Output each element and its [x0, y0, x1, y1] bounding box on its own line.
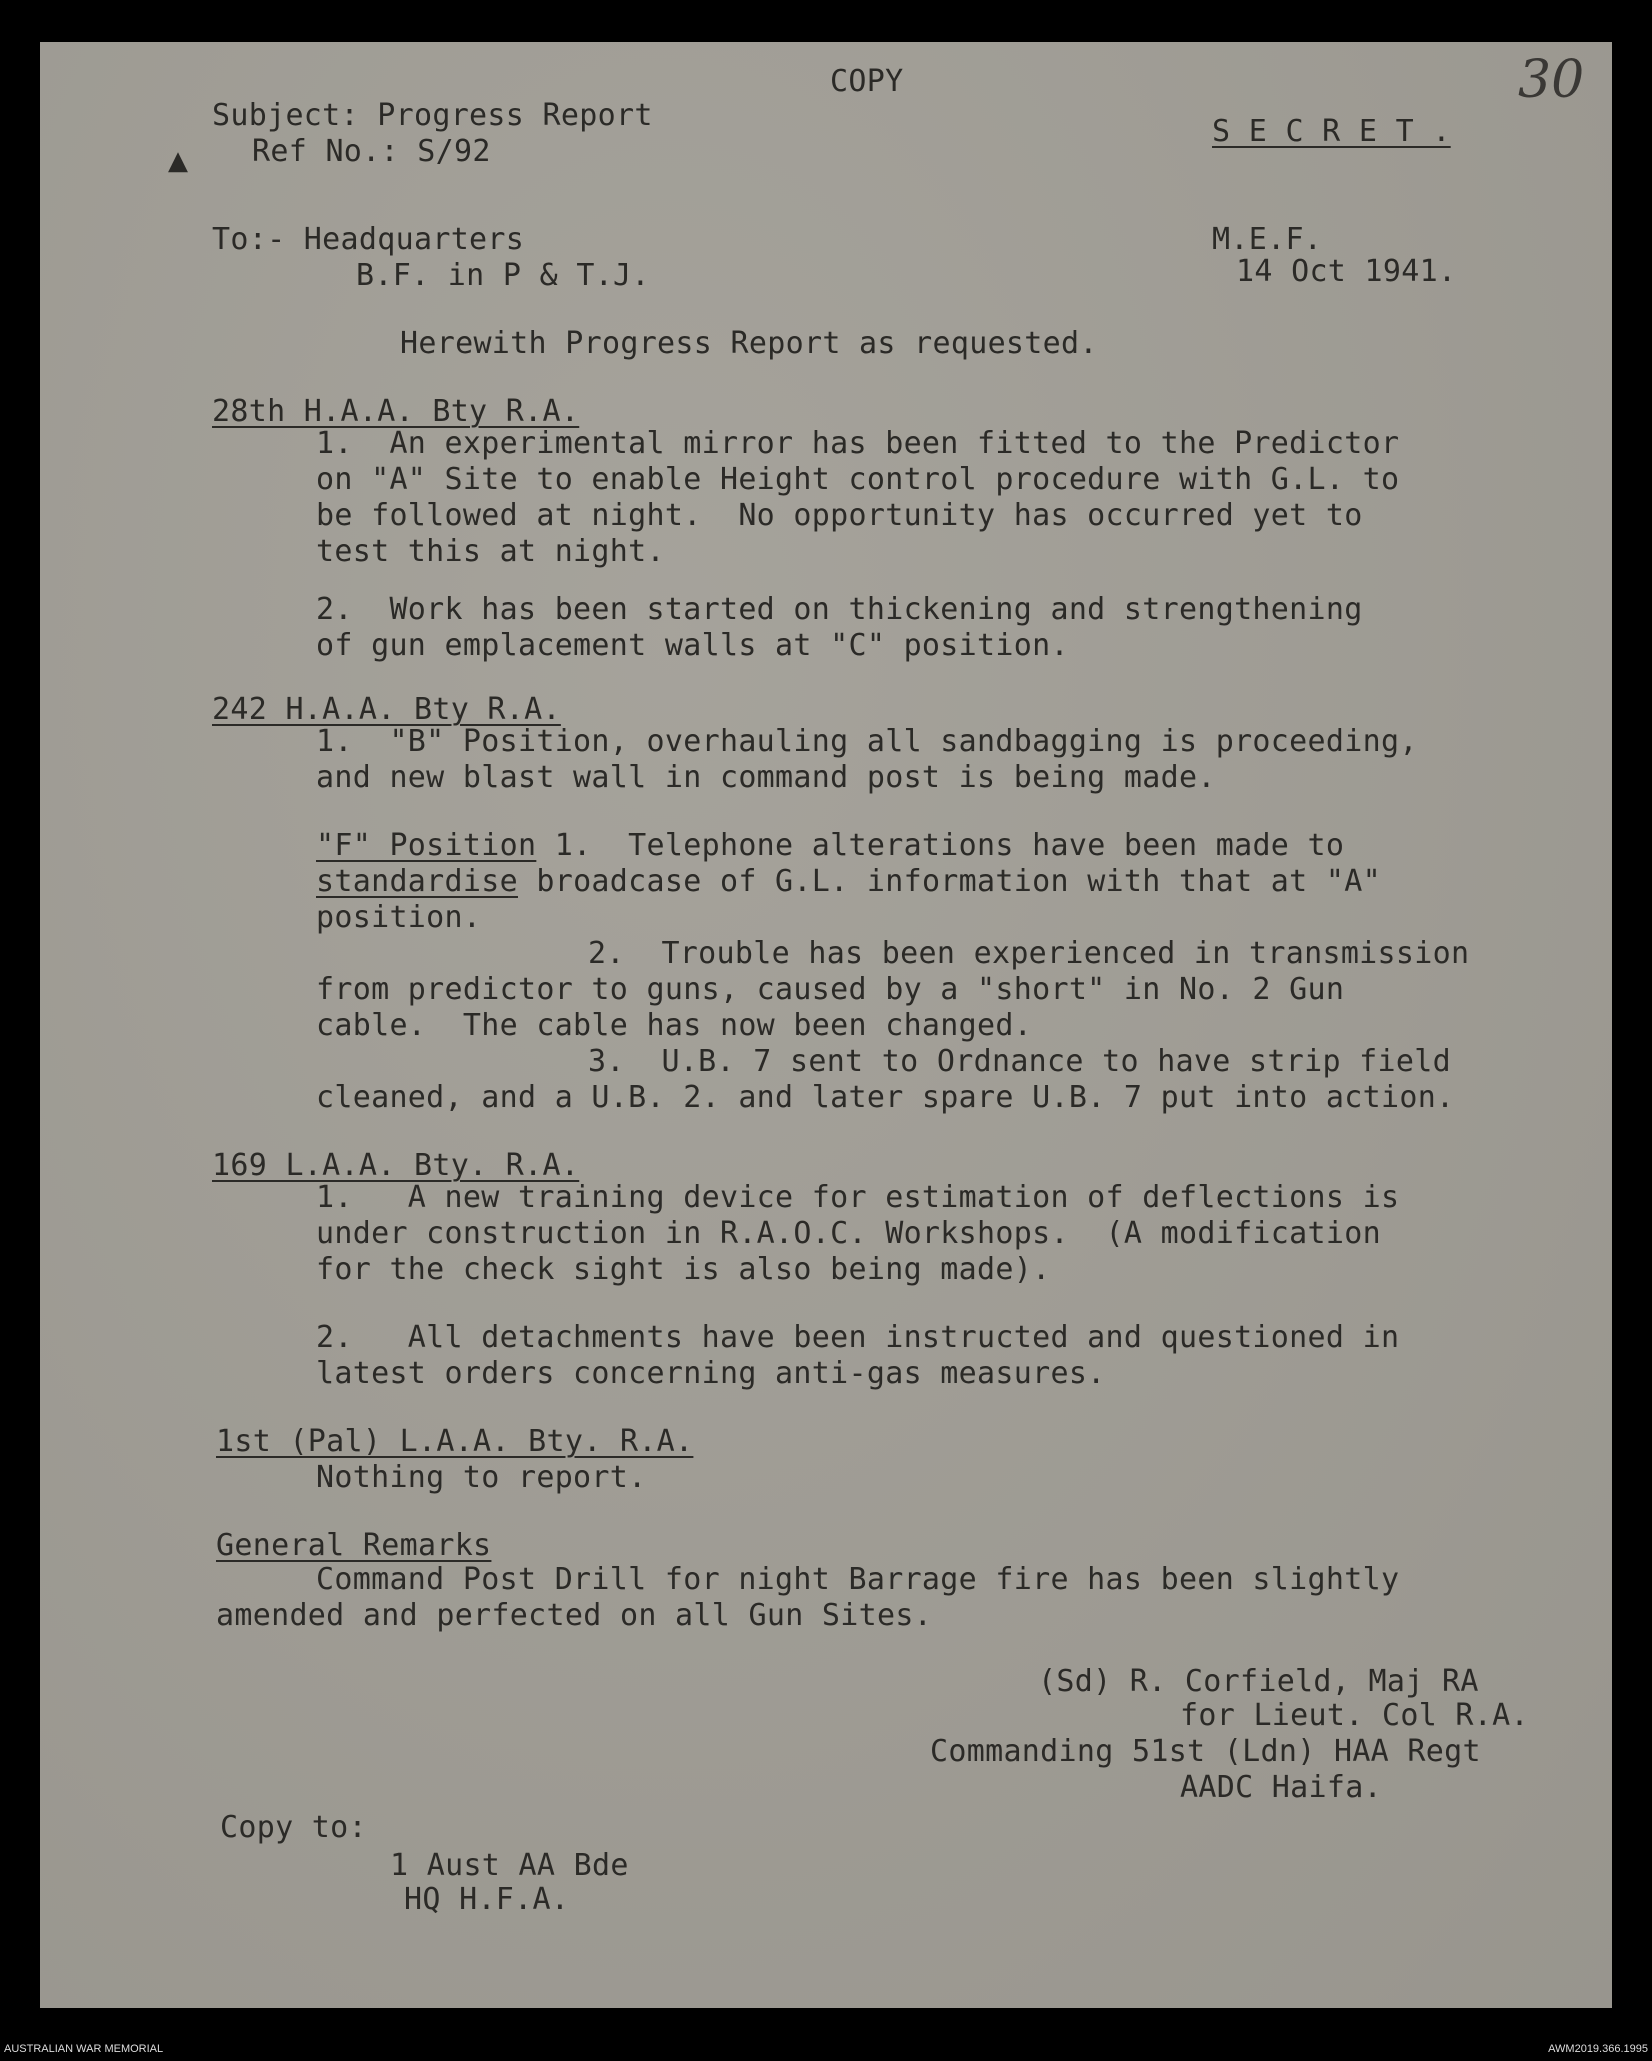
footer-institution: AUSTRALIAN WAR MEMORIAL	[4, 2043, 164, 2055]
para-line: latest orders concerning anti-gas measures.	[316, 1356, 1106, 1391]
margin-arrow-mark: ▲	[168, 146, 188, 176]
classification-secret: S E C R E T .	[1212, 114, 1451, 149]
para-line: 1. "B" Position, overhauling all sandbagging is proceeding,	[316, 724, 1418, 759]
para-line: under construction in R.A.O.C. Workshops. (A modification	[316, 1216, 1381, 1251]
para-line: on "A" Site to enable Height control procedure with G.L. to	[316, 462, 1400, 497]
para-line: position.	[316, 900, 482, 935]
intro-text: Herewith Progress Report as requested.	[400, 326, 1098, 361]
para-line: of gun emplacement walls at "C" position.	[316, 628, 1069, 663]
para-line	[316, 828, 1344, 864]
standardise-word: standardise	[316, 864, 518, 899]
para-text: 1. Telephone alterations have been made to	[536, 828, 1345, 863]
para-line: 1. An experimental mirror has been fitted to the Predictor	[316, 426, 1400, 461]
para-line: 2. Trouble has been experienced in transmission	[588, 936, 1470, 971]
signature-line: AADC Haifa.	[1180, 1770, 1382, 1805]
section-heading-28th: 28th H.A.A. Bty R.A.	[212, 394, 580, 429]
to-line-2: B.F. in P & T.J.	[356, 258, 650, 293]
para-line: 2. Work has been started on thickening and strengthening	[316, 592, 1363, 627]
signature-line: Commanding 51st (Ldn) HAA Regt	[930, 1734, 1481, 1769]
subject-line: Subject: Progress Report	[212, 98, 653, 133]
document-page	[40, 42, 1612, 2008]
para-line: cable. The cable has now been changed.	[316, 1008, 1033, 1043]
signature-line: for Lieut. Col R.A.	[1180, 1698, 1529, 1733]
section-heading-169: 169 L.A.A. Bty. R.A.	[212, 1148, 580, 1183]
footer-accession-number: AWM2019.366.1995	[1548, 2043, 1648, 2055]
copy-recipient: HQ H.F.A.	[404, 1882, 570, 1917]
section-heading-1st-pal: 1st (Pal) L.A.A. Bty. R.A.	[216, 1424, 694, 1459]
para-line: 1. A new training device for estimation of deflections is	[316, 1180, 1400, 1215]
copy-label: COPY	[830, 64, 904, 99]
para-line: 3. U.B. 7 sent to Ordnance to have strip field	[588, 1044, 1451, 1079]
para-line: amended and perfected on all Gun Sites.	[216, 1598, 933, 1633]
to-line-1: To:- Headquarters	[212, 222, 525, 257]
para-line: Nothing to report.	[316, 1460, 647, 1495]
reference-number: Ref No.: S/92	[252, 134, 491, 169]
para-line: from predictor to guns, caused by a "short" in No. 2 Gun	[316, 972, 1345, 1007]
para-line: for the check sight is also being made).	[316, 1252, 1051, 1287]
signature-line: (Sd) R. Corfield, Maj RA	[1038, 1664, 1479, 1699]
place: M.E.F.	[1212, 222, 1323, 257]
section-heading-242: 242 H.A.A. Bty R.A.	[212, 692, 561, 727]
para-line	[316, 864, 1381, 900]
f-position-label: "F" Position	[316, 828, 537, 863]
para-line: cleaned, and a U.B. 2. and later spare U.B. 7 put into action.	[316, 1080, 1455, 1115]
para-line: and new blast wall in command post is being made.	[316, 760, 1216, 795]
date: 14 Oct 1941.	[1236, 254, 1457, 289]
section-heading-general-remarks: General Remarks	[216, 1528, 492, 1563]
para-line: Command Post Drill for night Barrage fire has been slightly	[316, 1562, 1400, 1597]
para-text: broadcase of G.L. information with that at "A"	[517, 864, 1381, 899]
copy-recipient: 1 Aust AA Bde	[390, 1848, 629, 1883]
folio-number: 30	[1518, 50, 1585, 110]
para-line: 2. All detachments have been instructed and questioned in	[316, 1320, 1400, 1355]
para-line: test this at night.	[316, 534, 665, 569]
copy-to-label: Copy to:	[220, 1810, 367, 1845]
para-line: be followed at night. No opportunity has occurred yet to	[316, 498, 1363, 533]
